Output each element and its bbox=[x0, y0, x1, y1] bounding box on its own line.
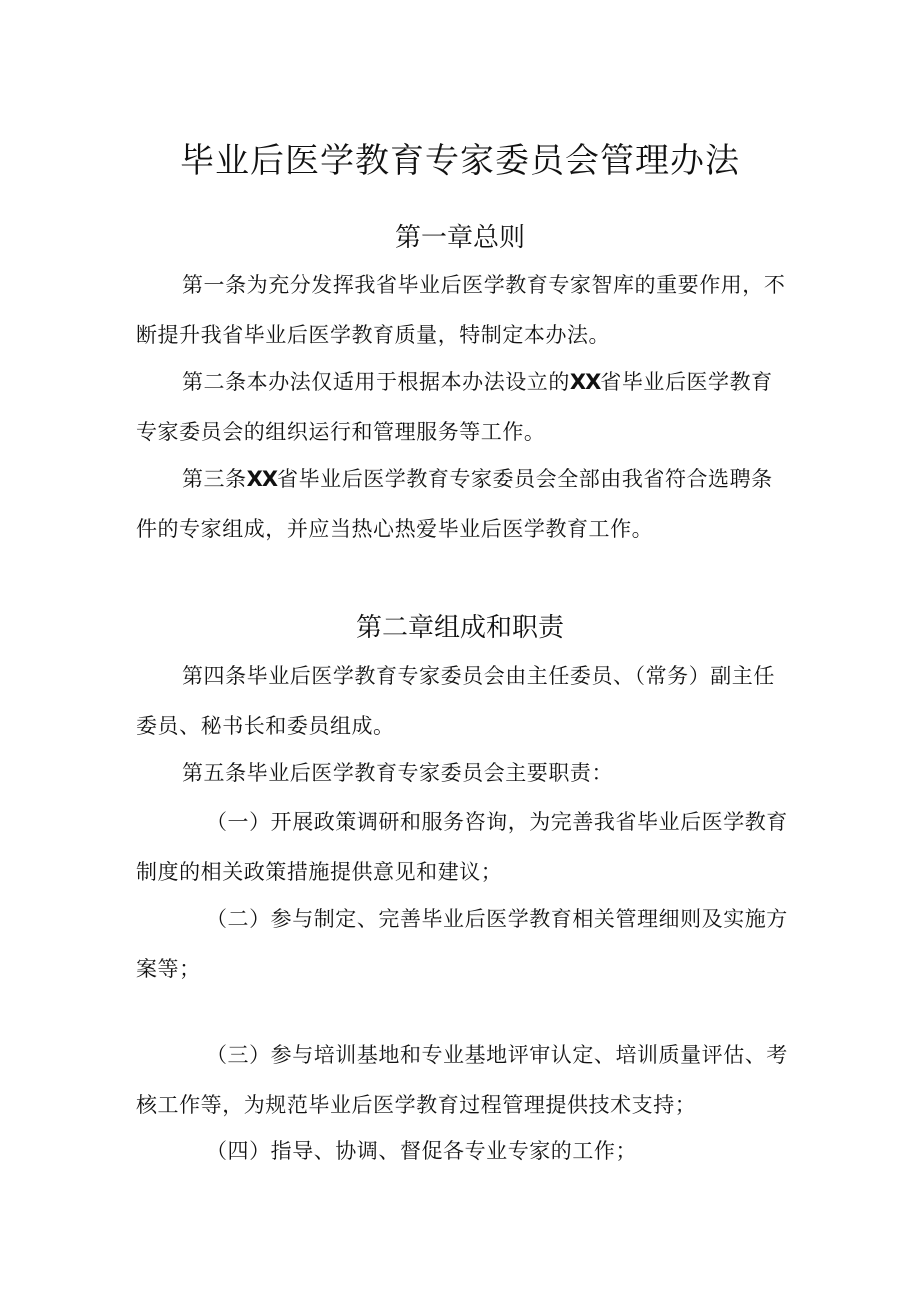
article-two-text-after: 省毕业后医学教育专家委员会的组织运行和管理服务等工作。 bbox=[136, 370, 773, 444]
article-one: 第一条为充分发挥我省毕业后医学教育专家智库的重要作用，不断提升我省毕业后医学教育质量，特制定本办法。 bbox=[136, 273, 786, 347]
article-two-text-before: 第二条本办法仅适用于根据本办法设立的 bbox=[182, 370, 570, 394]
province-placeholder: XX bbox=[569, 370, 601, 394]
article-five: 第五条毕业后医学教育专家委员会主要职责： bbox=[182, 761, 613, 785]
article-four: 第四条毕业后医学教育专家委员会由主任委员、（常务）副主任委员、秘书长和委员组成。 bbox=[136, 664, 775, 738]
duty-item-three: （三）参与培训基地和专业基地评审认定、培训质量评估、考核工作等，为规范毕业后医学教育过程管理提供技术支持； bbox=[136, 1043, 788, 1117]
province-placeholder: XX bbox=[246, 467, 278, 491]
document-title: 毕业后医学教育专家委员会管理办法 bbox=[180, 140, 740, 181]
duty-item-four: （四）指导、协调、督促各专业专家的工作； bbox=[206, 1139, 637, 1163]
duty-item-two: （二）参与制定、完善毕业后医学教育相关管理细则及实施方案等； bbox=[136, 907, 788, 981]
chapter-one-heading: 第一章总则 bbox=[394, 223, 525, 253]
article-three-text-before: 第三条 bbox=[182, 467, 247, 491]
chapter-two-heading: 第二章组成和职责 bbox=[355, 613, 564, 643]
duty-item-one: （一）开展政策调研和服务咨询，为完善我省毕业后医学教育制度的相关政策措施提供意见和建议； bbox=[136, 810, 788, 884]
article-two bbox=[136, 357, 788, 457]
article-three-text-after: 省毕业后医学教育专家委员会全部由我省符合选聘条件的专家组成，并应当热心热爱毕业后医学教育工作。 bbox=[136, 467, 773, 541]
article-three bbox=[136, 454, 788, 554]
